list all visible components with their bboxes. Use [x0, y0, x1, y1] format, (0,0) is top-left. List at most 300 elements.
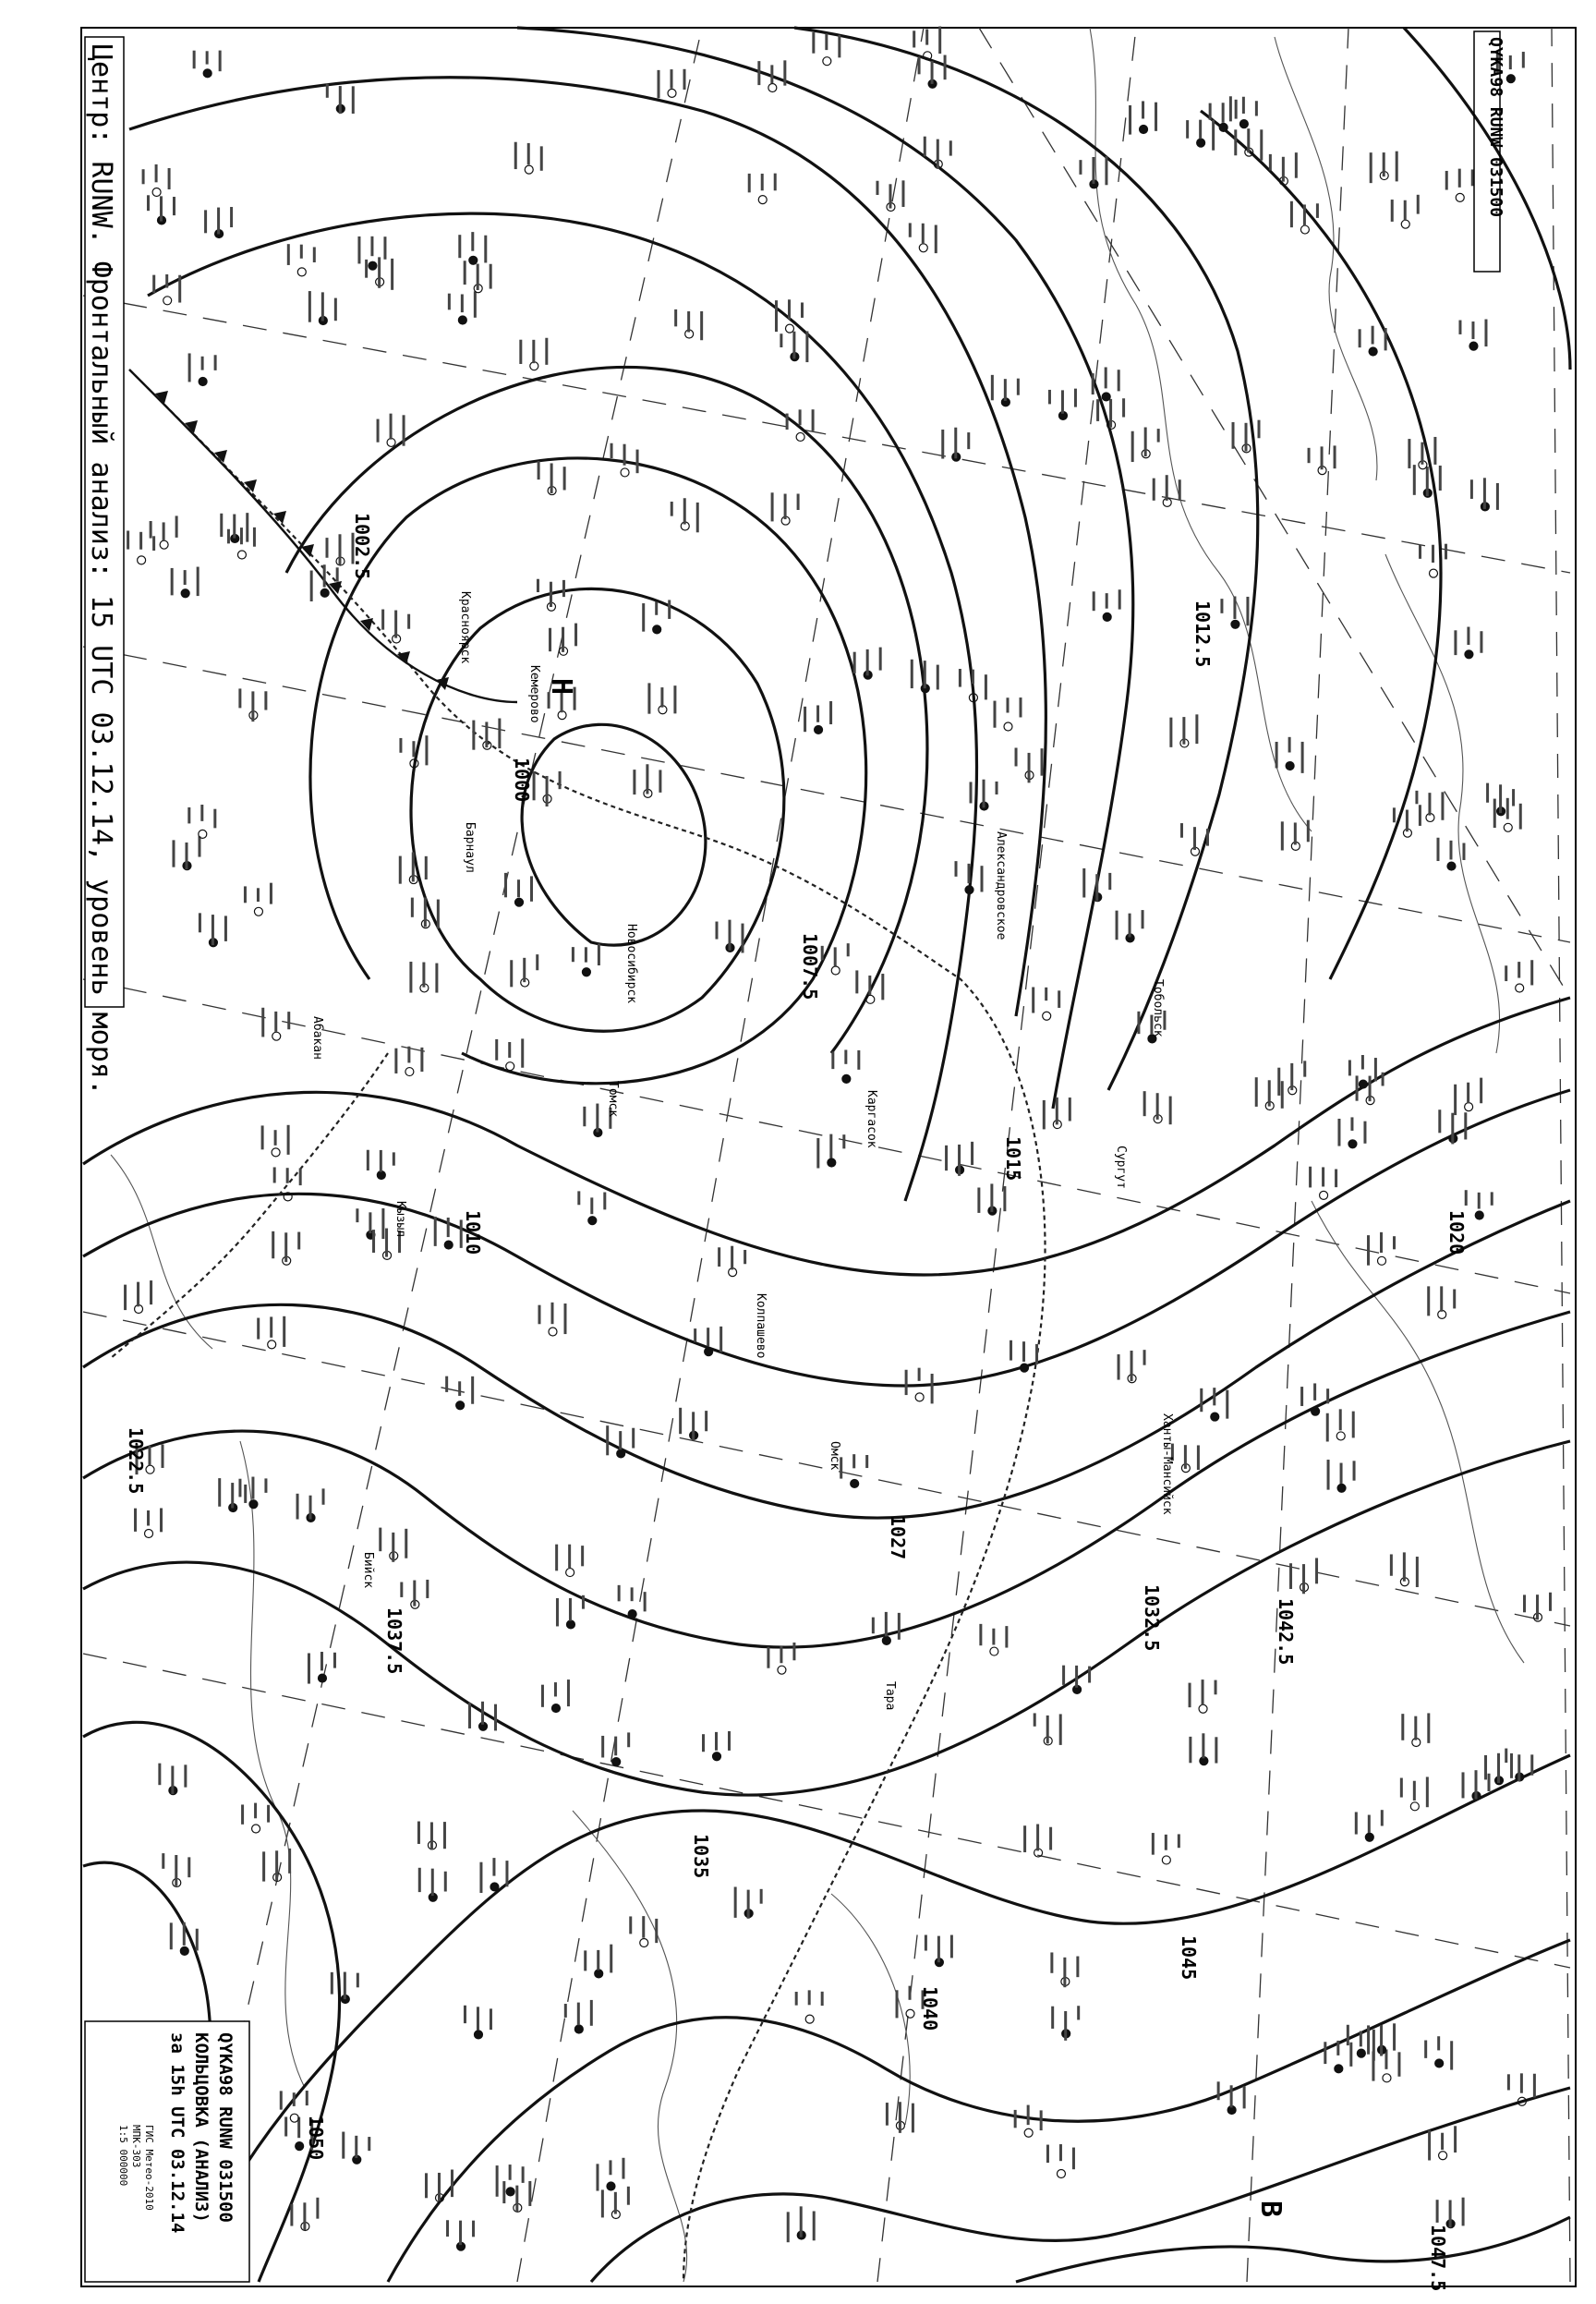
station-name: Бийск [361, 1552, 375, 1589]
station-value-mark [896, 1990, 899, 2018]
pressure-centers [545, 678, 1287, 2217]
station-value-mark [614, 1737, 617, 1756]
station-value-mark [541, 1685, 544, 1707]
station-value-mark [1046, 1716, 1049, 1743]
station-plot [855, 970, 884, 1003]
station-value-mark [647, 683, 650, 713]
station-value-mark [175, 515, 178, 537]
station-value-mark [498, 719, 501, 749]
station-value-mark [1393, 1236, 1396, 1249]
station-plot [840, 1454, 868, 1487]
station-value-mark [357, 1973, 359, 1988]
station-value-mark [958, 1145, 961, 1176]
station-plot [1290, 201, 1319, 234]
station-value-mark [1036, 1825, 1039, 1851]
station-value-mark [872, 1618, 875, 1634]
station-value-mark [562, 580, 565, 597]
station-circle-icon [1219, 123, 1227, 131]
isobar-label: 1020 [1445, 1210, 1468, 1255]
station-plot [1010, 1340, 1038, 1372]
station-value-mark [438, 2173, 441, 2201]
station-value-mark [1129, 105, 1131, 135]
station-circle-icon [628, 1610, 636, 1619]
station-value-mark [590, 2000, 593, 2026]
station-plot [1281, 820, 1310, 851]
station-plot [787, 2206, 816, 2242]
station-value-mark [692, 1412, 695, 1440]
station-circle-icon [1369, 347, 1377, 356]
station-value-mark [299, 1169, 302, 1186]
station-value-mark [274, 1012, 277, 1032]
station-value-mark [1186, 120, 1189, 139]
station-value-mark [1049, 1827, 1052, 1850]
station-plot [1493, 798, 1522, 831]
station-value-mark [447, 1218, 450, 1237]
station-value-mark [954, 428, 957, 459]
station-value-mark [1336, 2041, 1339, 2055]
station-value-mark [403, 415, 405, 445]
station-value-mark [659, 770, 661, 792]
station-value-mark [326, 538, 329, 558]
station-circle-icon [1359, 1080, 1367, 1088]
station-value-mark [1484, 320, 1487, 347]
station-circle-icon [640, 1938, 648, 1946]
station-value-mark [412, 852, 415, 881]
station-plot [1327, 1460, 1356, 1492]
station-value-mark [1475, 1770, 1478, 1799]
station-value-mark [407, 614, 410, 629]
station-value-mark [297, 1232, 300, 1250]
station-value-mark [771, 492, 774, 521]
station-plot [257, 1316, 285, 1349]
station-plot [162, 1853, 190, 1886]
station-circle-icon [796, 432, 804, 441]
station-plot [1408, 437, 1436, 469]
station-circle-icon [588, 1217, 597, 1225]
station-value-mark [1215, 1737, 1217, 1763]
station-value-mark [158, 1764, 161, 1786]
station-value-mark [300, 245, 303, 259]
station-value-mark [264, 691, 267, 709]
station-value-mark [629, 1916, 632, 1934]
station-plot [911, 660, 939, 693]
station-value-mark [458, 1381, 461, 1396]
station-value-mark [1169, 1097, 1172, 1125]
station-value-mark [1480, 631, 1482, 653]
station-circle-icon [919, 244, 927, 252]
station-circle-icon [1475, 1211, 1483, 1219]
station-value-mark [610, 1945, 612, 1973]
station-plot [417, 1822, 446, 1850]
station-value-mark [1243, 2086, 1246, 2108]
station-name: Красноярск [458, 591, 472, 664]
station-circle-icon [1335, 2065, 1343, 2073]
station-value-mark [220, 514, 223, 537]
station-value-mark [760, 1889, 763, 1904]
station-value-mark [1142, 910, 1144, 928]
station-value-mark [1441, 792, 1444, 819]
station-value-mark [633, 770, 635, 794]
station-value-mark [1182, 717, 1185, 745]
station-circle-icon [297, 268, 306, 276]
station-value-mark [147, 195, 150, 211]
station-circle-icon [181, 589, 189, 598]
station-value-mark [1199, 120, 1202, 139]
stamp-credit2: МПК-303 [130, 2125, 142, 2168]
station-value-mark [1281, 821, 1284, 850]
station-circle-icon [612, 1758, 621, 1766]
station-circle-icon [778, 1666, 786, 1674]
station-value-mark [550, 463, 553, 493]
station-value-mark [390, 414, 393, 440]
station-plot [1427, 1286, 1456, 1318]
station-value-mark [464, 2006, 466, 2023]
station-value-mark [801, 302, 804, 317]
station-value-mark [577, 2003, 580, 2026]
station-value-mark [1076, 1957, 1079, 1978]
station-value-mark [718, 1247, 720, 1267]
station-value-mark [523, 958, 526, 982]
station-value-mark [458, 235, 461, 258]
station-value-mark [702, 1734, 705, 1752]
station-value-mark [1105, 156, 1107, 185]
station-value-mark [813, 2211, 816, 2240]
station-value-mark [517, 879, 520, 897]
station-value-mark [812, 409, 815, 430]
station-value-mark [1095, 874, 1098, 901]
station-value-mark [1069, 1097, 1071, 1121]
station-value-mark [270, 883, 272, 904]
station-value-mark [1307, 820, 1310, 843]
station-value-mark [515, 2186, 518, 2213]
station-value-mark [296, 1494, 299, 1520]
station-circle-icon [549, 1328, 557, 1336]
station-value-mark [792, 332, 795, 359]
station-circle-icon [290, 2114, 298, 2122]
isobar-label: 1047.5 [1427, 2225, 1449, 2292]
station-value-mark [1334, 445, 1336, 468]
station-plot [280, 2091, 308, 2122]
station-value-mark [322, 1488, 325, 1504]
station-value-mark [582, 1595, 585, 1609]
station-value-mark [1367, 2025, 1370, 2054]
station-value-mark [642, 1916, 645, 1938]
station-circle-icon [160, 540, 168, 549]
station-value-mark [490, 264, 492, 289]
station-plot [1051, 2006, 1080, 2041]
station-plot [748, 174, 777, 204]
station-value-mark [381, 1208, 384, 1239]
station-value-mark [420, 1048, 423, 1072]
station-circle-icon [138, 556, 146, 564]
station-value-mark [273, 1167, 276, 1182]
station-value-mark [546, 776, 549, 806]
station-plot [1454, 1078, 1482, 1115]
station-plot [1229, 96, 1258, 127]
station-value-mark [1349, 2043, 1352, 2067]
station-value-mark [1308, 448, 1311, 463]
station-value-mark [1169, 718, 1172, 747]
station-value-mark [1324, 2042, 1326, 2064]
station-plot [1505, 1749, 1533, 1782]
station-name: Тобольск [1151, 979, 1165, 1037]
station-value-mark [1510, 1753, 1513, 1778]
station-value-mark [898, 1613, 901, 1640]
station-value-mark [183, 1922, 186, 1946]
station-value-mark [696, 503, 699, 532]
station-value-mark [795, 1992, 798, 2006]
station-value-mark [1400, 1778, 1403, 1798]
station-value-mark [1449, 2200, 1452, 2227]
station-value-mark [674, 309, 677, 326]
station-circle-icon [1103, 612, 1111, 621]
station-plot [204, 207, 233, 238]
stamp-scale: 1:5 000000 [117, 2125, 129, 2187]
station-value-mark [911, 660, 913, 688]
station-value-mark [1355, 1812, 1358, 1834]
station-value-mark [799, 409, 802, 425]
station-value-mark [1027, 2105, 1030, 2126]
station-plot [1152, 1833, 1180, 1864]
station-plot [510, 954, 538, 987]
station-value-mark [1058, 990, 1060, 1008]
station-value-mark [368, 2137, 370, 2151]
station-plot [1050, 1952, 1079, 1987]
station-value-mark [931, 61, 934, 84]
station-value-mark [683, 498, 686, 524]
station-value-mark [1517, 1754, 1520, 1781]
station-plot [541, 1679, 570, 1713]
station-value-mark [1406, 810, 1409, 832]
station-circle-icon [668, 89, 676, 97]
station-value-mark [1072, 2148, 1075, 2170]
station-value-mark [636, 450, 639, 474]
station-value-mark [619, 1431, 622, 1449]
station-plot [1424, 2036, 1453, 2069]
station-value-mark [1367, 1235, 1370, 1266]
station-value-mark [310, 571, 313, 601]
station-value-mark [1549, 1593, 1552, 1611]
station-value-mark [1426, 467, 1429, 496]
station-value-mark [274, 1130, 277, 1146]
station-value-mark [422, 963, 425, 988]
station-value-mark [1486, 783, 1489, 803]
station-plot [1129, 101, 1157, 134]
station-plot [633, 764, 661, 797]
isobars [83, 28, 1570, 2282]
station-plot [1186, 120, 1215, 151]
station-plot [876, 180, 904, 211]
station-plot [434, 1217, 463, 1249]
station-value-mark [150, 1280, 152, 1304]
station-value-mark [598, 943, 600, 965]
station-value-mark [200, 805, 203, 821]
station-value-mark [1520, 2073, 1523, 2092]
station-value-mark [596, 2164, 598, 2190]
station-circle-icon [1231, 620, 1239, 628]
station-plot [241, 1803, 270, 1833]
station-value-mark [1372, 2030, 1375, 2061]
station-value-mark [922, 224, 925, 245]
station-value-mark [201, 357, 204, 370]
station-plot [1436, 838, 1465, 870]
station-value-mark [734, 1886, 737, 1917]
station-value-mark [992, 1629, 995, 1645]
station-value-mark [853, 652, 856, 673]
station-value-mark [1215, 1680, 1217, 1695]
station-plot [193, 51, 222, 78]
station-value-mark [821, 1992, 824, 2006]
station-value-mark [970, 782, 973, 803]
station-value-mark [326, 84, 329, 98]
station-value-mark [1116, 911, 1118, 940]
station-plot [955, 861, 984, 894]
station-value-mark [1454, 630, 1457, 655]
station-value-mark [1045, 988, 1047, 1000]
station-value-mark [671, 502, 673, 516]
station-value-mark [555, 1545, 558, 1571]
station-value-mark [431, 1869, 434, 1896]
station-value-mark [1041, 748, 1044, 775]
isobar-label: 1002.5 [351, 513, 373, 580]
station-value-mark [464, 261, 466, 285]
station-value-mark [272, 1231, 274, 1258]
station-circle-icon [785, 324, 793, 333]
station-value-mark [1226, 1390, 1228, 1419]
station-circle-icon [1506, 75, 1515, 83]
station-value-mark [152, 536, 155, 551]
station-value-mark [1462, 2198, 1465, 2226]
station-value-mark [339, 534, 342, 564]
station-value-mark [198, 836, 200, 856]
station-value-mark [254, 1803, 257, 1819]
station-value-mark [1096, 399, 1099, 421]
station-value-mark [983, 780, 985, 808]
station-circle-icon [1378, 1256, 1386, 1265]
station-value-mark [805, 332, 808, 363]
station-value-mark [244, 1485, 247, 1503]
station-plot [538, 1303, 566, 1336]
station-value-mark [741, 924, 744, 953]
station-value-mark [240, 527, 243, 544]
station-value-mark [572, 947, 574, 962]
station-value-mark [905, 1370, 908, 1395]
station-plot [238, 688, 267, 722]
station-value-mark [1015, 747, 1018, 766]
station-value-mark [1022, 1341, 1025, 1362]
station-value-mark [715, 922, 718, 940]
station-value-mark [584, 1950, 586, 1971]
station-value-mark [1034, 1713, 1036, 1726]
station-circle-icon [823, 57, 831, 66]
station-value-mark [1046, 2145, 1049, 2164]
station-plot [1046, 2144, 1075, 2177]
station-name: Абакан [310, 1016, 324, 1060]
station-value-mark [1488, 1774, 1491, 1791]
station-value-mark [1530, 960, 1533, 985]
station-circle-icon [296, 2142, 304, 2151]
station-plot [261, 1125, 290, 1157]
station-value-mark [435, 964, 438, 993]
station-value-mark [556, 1598, 559, 1626]
station-value-mark [1233, 596, 1236, 619]
station-value-mark [246, 513, 248, 542]
station-plot [1079, 156, 1107, 188]
station-value-mark [446, 2220, 449, 2237]
station-value-mark [1206, 829, 1209, 846]
station-value-mark [797, 493, 800, 510]
station-value-mark [1130, 1351, 1133, 1381]
station-value-mark [622, 2158, 624, 2179]
station-value-mark [1005, 1626, 1008, 1647]
station-value-mark [981, 866, 984, 891]
station-plot [1189, 1733, 1217, 1764]
station-value-mark [885, 1612, 888, 1636]
station-value-mark [477, 264, 479, 290]
station-value-mark [912, 2104, 914, 2133]
station-plot [1470, 478, 1499, 511]
station-value-mark [1350, 1117, 1353, 1131]
station-value-mark [705, 1411, 707, 1431]
station-plot [367, 1150, 395, 1180]
station-value-mark [1397, 2052, 1400, 2076]
station-value-mark [1212, 120, 1215, 151]
station-value-mark [1499, 784, 1502, 813]
station-value-mark [1315, 1558, 1318, 1583]
station-value-mark [383, 236, 386, 260]
station-value-mark [481, 1702, 484, 1725]
station-value-mark [950, 1935, 953, 1958]
station-value-mark [1137, 1012, 1140, 1034]
station-value-mark [1359, 329, 1361, 347]
station-circle-icon [831, 966, 840, 975]
station-value-mark [1220, 599, 1223, 613]
station-plot [771, 492, 800, 525]
station-value-mark [1155, 103, 1157, 131]
station-plot [804, 701, 832, 734]
station-value-mark [1347, 2025, 1349, 2045]
station-value-mark [1393, 2023, 1396, 2050]
station-value-mark [411, 898, 414, 917]
station-value-mark [1003, 1186, 1006, 1211]
station-circle-icon [1357, 2049, 1365, 2057]
station-circle-icon [1365, 1833, 1373, 1841]
station-plot [1355, 1810, 1384, 1841]
station-value-mark [367, 1150, 369, 1170]
station-value-mark [1288, 737, 1291, 753]
station-plot [296, 1488, 325, 1522]
station-plot [596, 2158, 624, 2191]
station-value-mark [1290, 201, 1293, 227]
station-plot [1326, 1409, 1355, 1441]
station-plot [399, 852, 428, 883]
station-value-mark [1433, 437, 1436, 465]
isobar-label: 1045 [1178, 1935, 1200, 1981]
station-value-mark [536, 954, 538, 970]
station-value-mark [184, 1764, 187, 1787]
station-circle-icon [180, 1946, 188, 1955]
station-value-mark [137, 1282, 139, 1307]
station-plot [519, 338, 548, 370]
station-value-mark [496, 2165, 499, 2197]
station-value-mark [694, 1328, 696, 1342]
station-value-mark [563, 467, 566, 490]
station-value-mark [425, 2173, 428, 2198]
station-value-mark [1200, 1388, 1203, 1412]
station-value-mark [1450, 2041, 1453, 2069]
station-value-mark [804, 707, 806, 732]
station-plot [924, 137, 952, 169]
